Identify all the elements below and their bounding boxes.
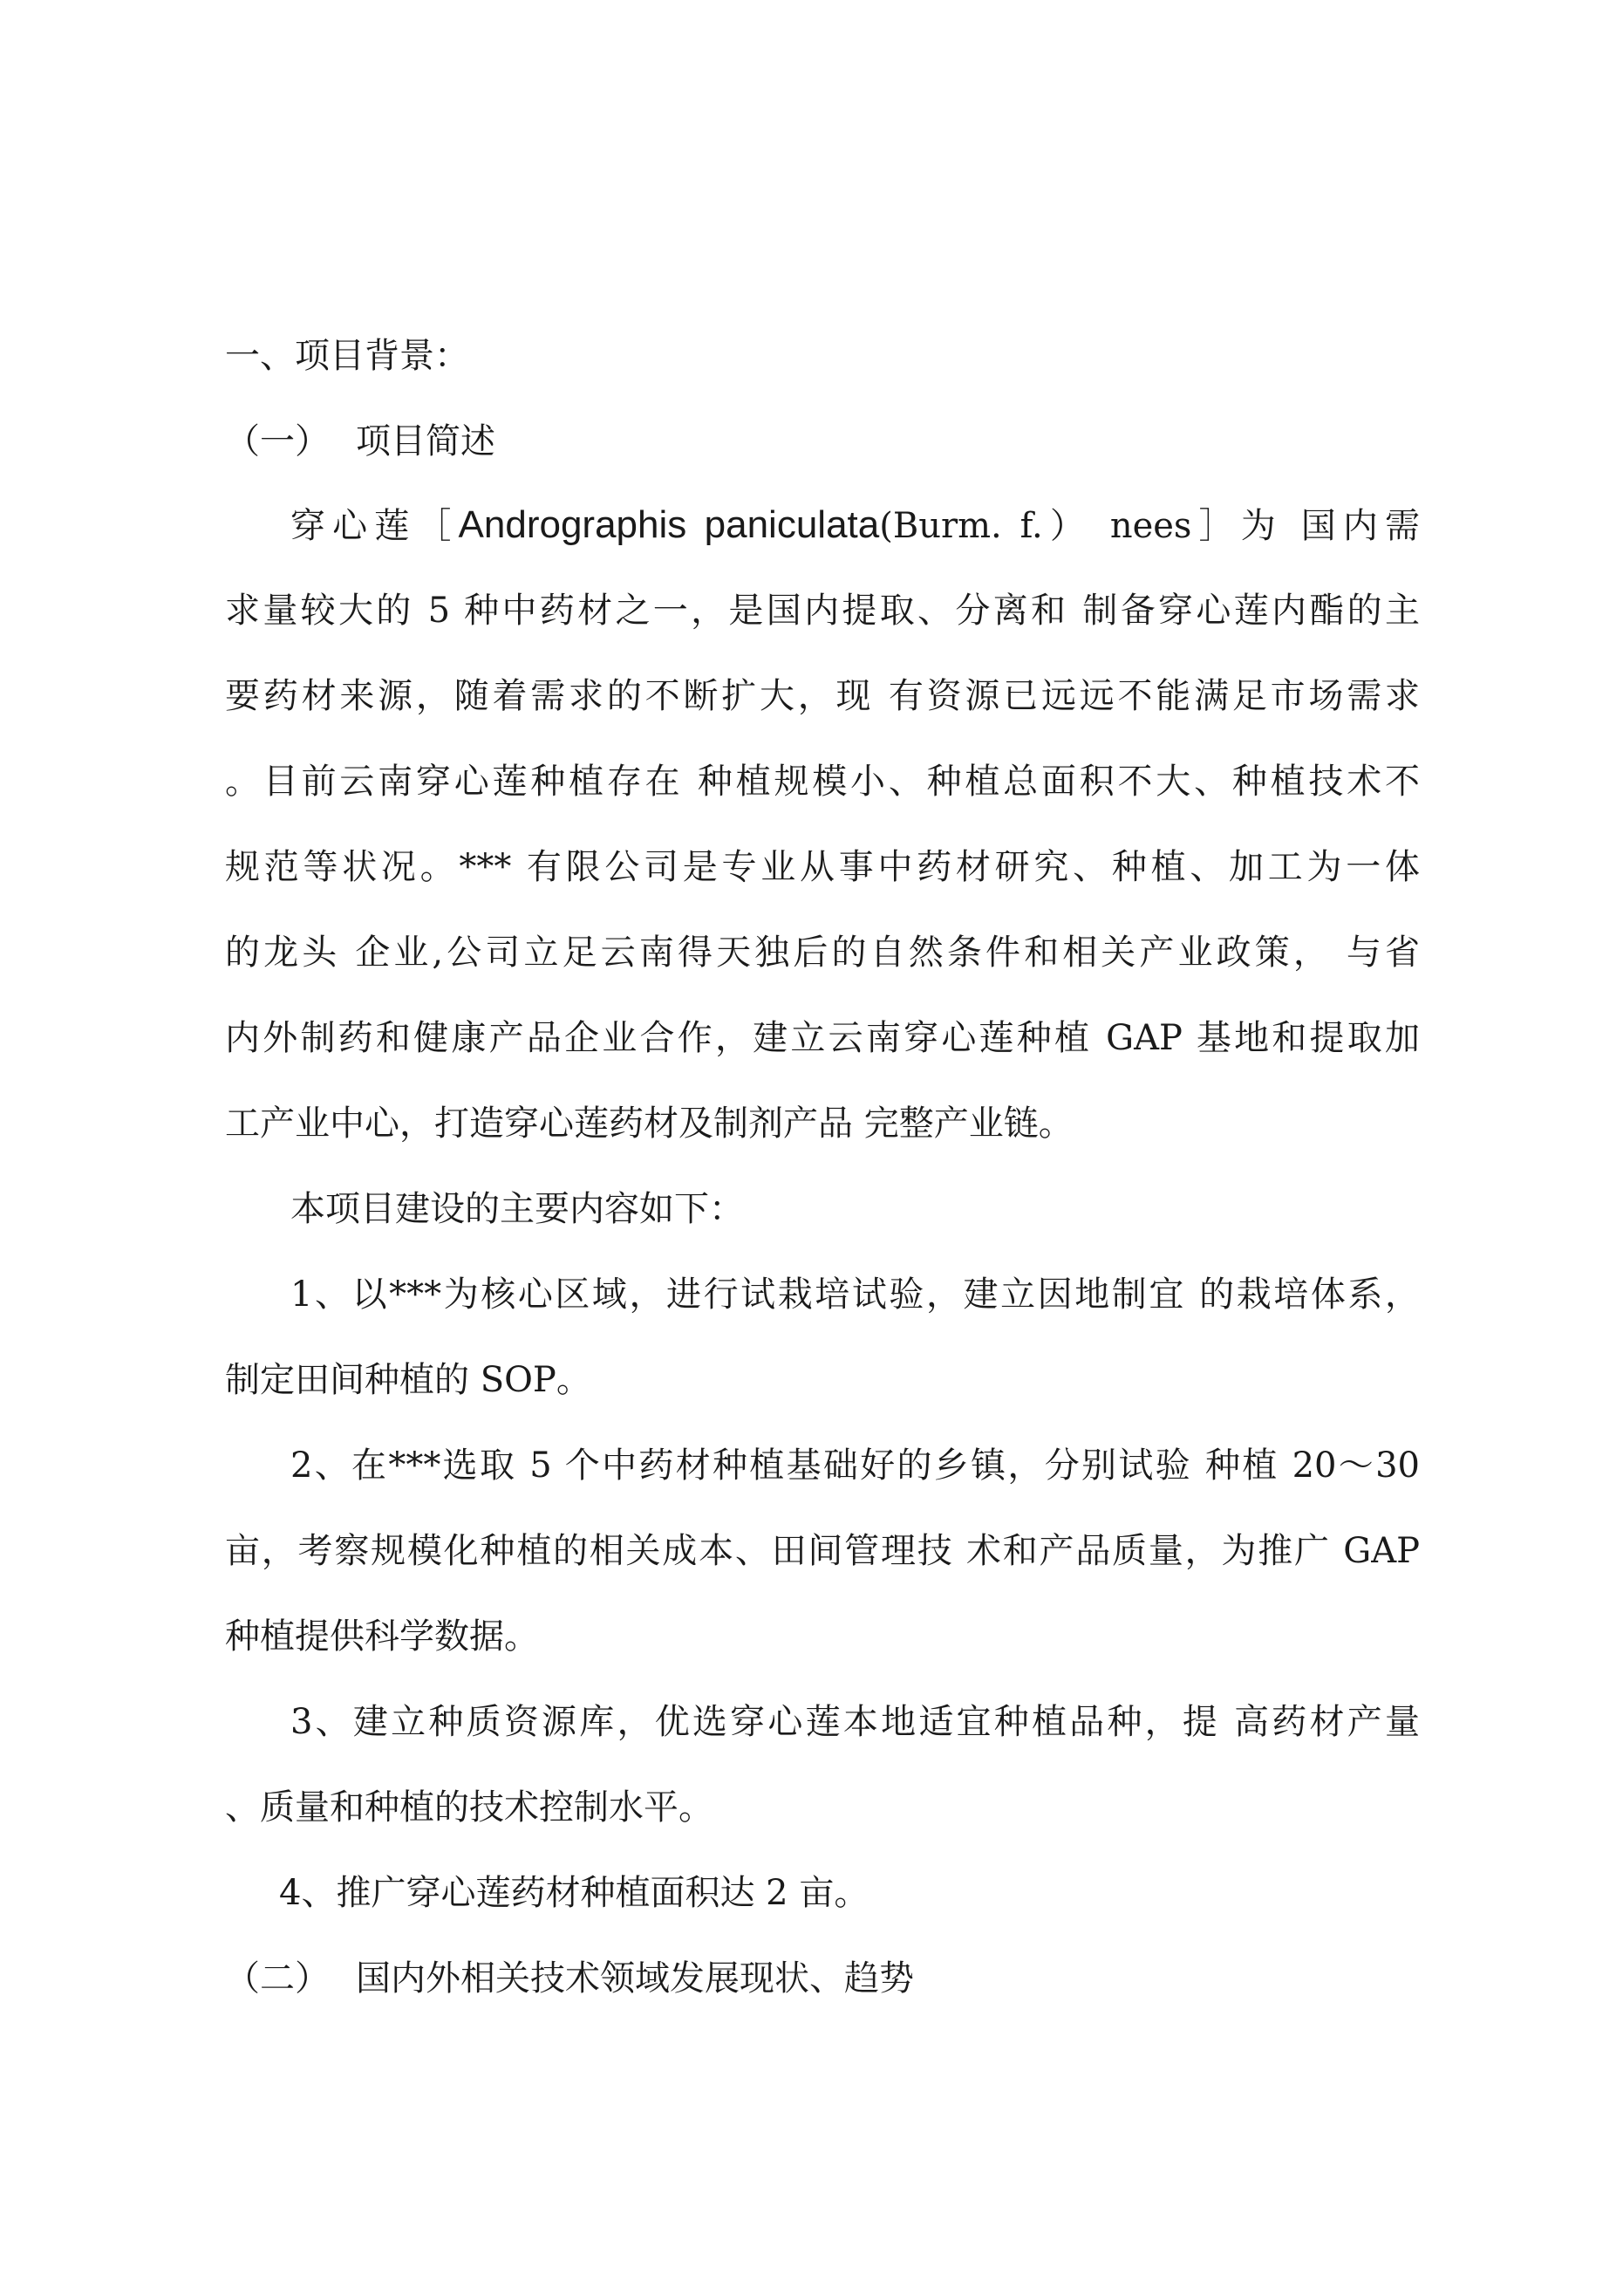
section-number-2: （二） (225, 1958, 330, 1999)
list-item-3-line-1: 3、建立种质资源库，优选穿心莲本地适宜种植品种，提 高药材产量 (290, 1702, 1420, 1742)
paragraph-1-text-b: (Burm. f.） nees］为 国内需 (879, 506, 1420, 546)
paragraph-1-line-5: 规范等状况。*** 有限公司是专业从事中药材研究、种植、加工为一体 (225, 847, 1420, 887)
paragraph-1-line-1 (290, 504, 1420, 547)
paragraph-1-line-2: 求量较大的 5 种中药材之一，是国内提取、分离和 制备穿心莲内酯的主 (225, 591, 1420, 631)
paragraph-1-line-3: 要药材来源，随着需求的不断扩大，现 有资源已远远不能满足市场需求 (225, 676, 1420, 716)
paragraph-1-text-a: 穿心莲［ (290, 506, 459, 546)
section-heading-2 (225, 1958, 914, 1999)
section-number-1: （一） (225, 421, 330, 461)
scientific-name: Andrographis paniculata (458, 503, 880, 546)
list-item-2-line-3: 种植提供科学数据。 (225, 1616, 539, 1657)
paragraph-1-line-8: 工产业中心，打造穿心莲药材及制剂产品 完整产业链。 (225, 1104, 1074, 1144)
intro-line: 本项目建设的主要内容如下： (290, 1189, 744, 1229)
list-item-2-line-2: 亩，考察规模化种植的相关成本、田间管理技 术和产品质量，为推广 GAP (225, 1531, 1420, 1571)
document-title (225, 335, 469, 377)
paragraph-1-line-7: 内外制药和健康产品企业合作，建立云南穿心莲种植 GAP 基地和提取加 (225, 1018, 1420, 1058)
list-item-2-line-1: 2、在***选取 5 个中药材种植基础好的乡镇，分别试验 种植 20〜30 (290, 1445, 1420, 1486)
list-item-1-line-2: 制定田间种植的 SOP。 (225, 1360, 591, 1400)
section-title-2: 国内外相关技术领域发展现状、趋势 (356, 1958, 914, 1999)
list-item-3-line-2: 、质量和种植的技术控制水平。 (225, 1787, 713, 1828)
document-title-text: 一、项目背景： (225, 336, 469, 376)
paragraph-1-line-4: 。目前云南穿心莲种植存在 种植规模小、种植总面积不大、种植技术不 (225, 762, 1420, 802)
paragraph-1-line-6: 的龙头 企业,公司立足云南得天独后的自然条件和相关产业政策， 与省 (225, 933, 1420, 973)
list-item-1-line-1: 1、以***为核心区域，进行试栽培试验，建立因地制宜 的栽培体系， (290, 1274, 1420, 1315)
section-title-1: 项目简述 (356, 421, 495, 461)
list-item-4: 4、推广穿心莲药材种植面积达 2 亩。 (279, 1873, 869, 1913)
section-heading-1 (225, 420, 495, 462)
